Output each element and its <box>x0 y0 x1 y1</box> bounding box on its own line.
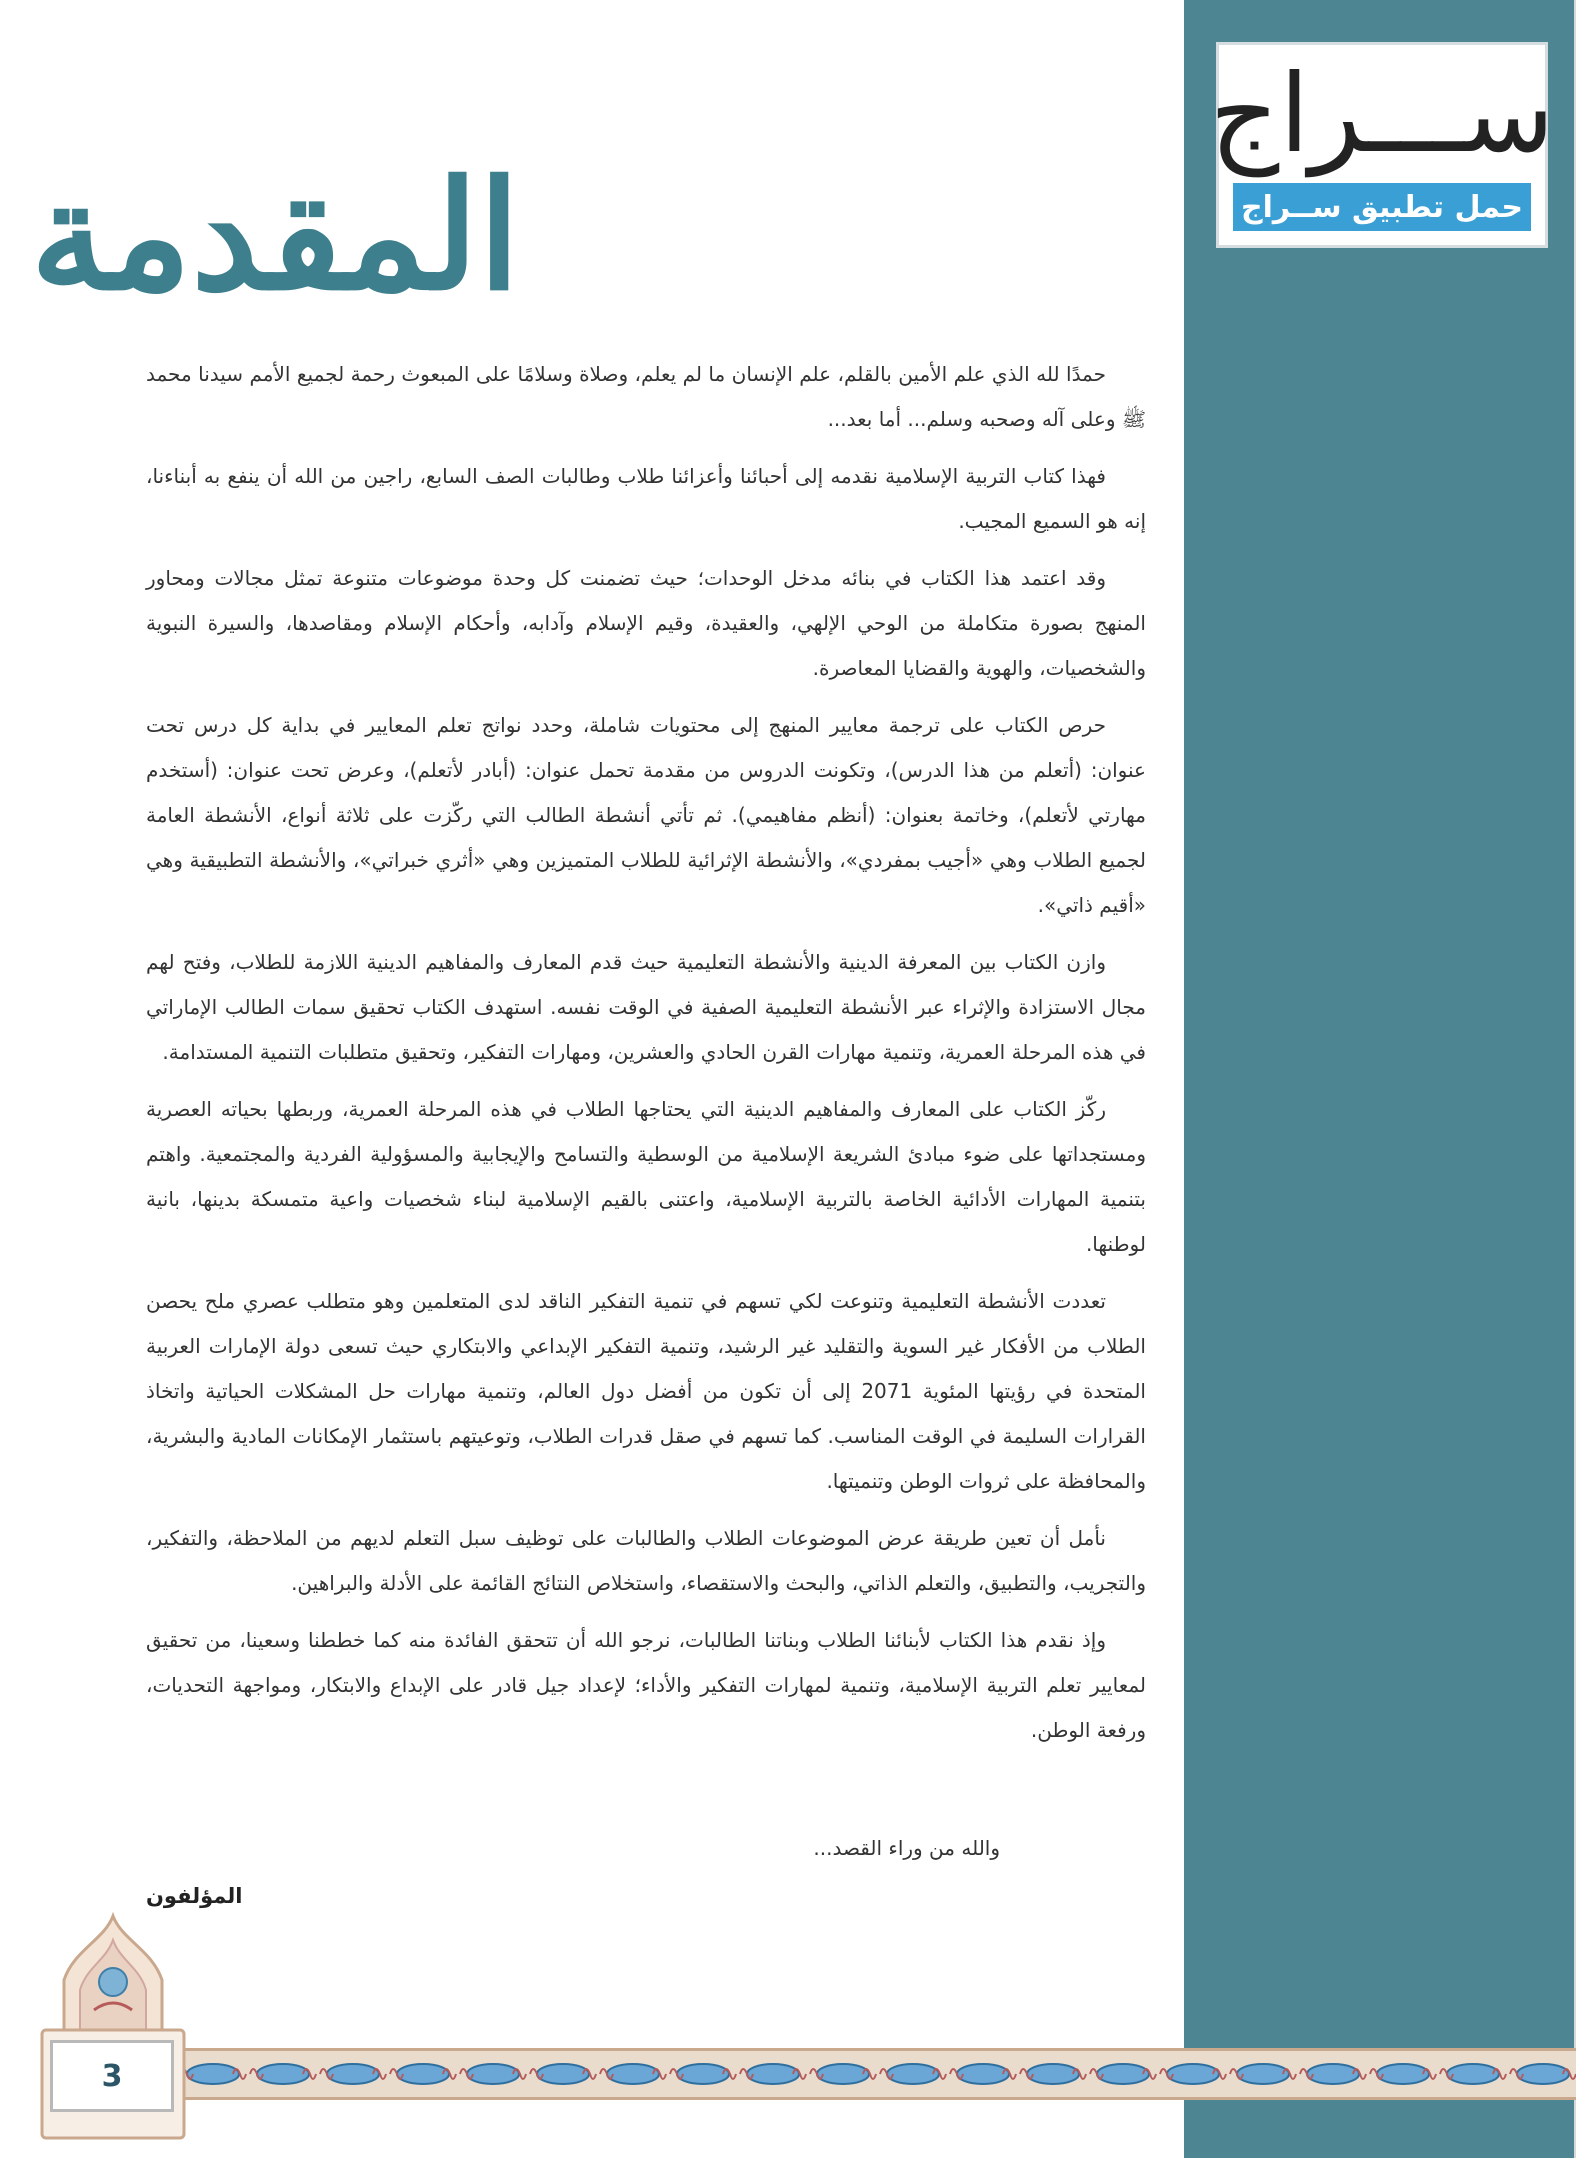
ornament-pattern <box>178 2061 1576 2087</box>
download-app-banner[interactable]: حمل تطبيق ســراج <box>1233 183 1531 231</box>
paragraph-1: حمدًا لله الذي علم الأمين بالقلم، علم الإنسان ما لم يعلم، وصلاة وسلامًا على المبعوث رحمة لجميع الأمم سيدنا محمد ﷺ وعلى آله وصحبه وسلم... أما بعد... <box>146 362 1146 431</box>
paragraph-6: ركّز الكتاب على المعارف والمفاهيم الدينية التي يحتاجها الطلاب في هذه المرحلة العمرية، وربطها بحياته العصرية ومستجداتها على ضوء مبادئ الشريعة الإسلامية من الوسطية والتسامح والإيجابية والمسؤولية الفردية والمجتمعية. واهتم بتنمية المهارات الأدائية الخاصة بالتربية الإسلامية، واعتنى بالقيم الإسلامية لبناء شخصيات واعية متمسكة بدينها، بانية لوطنها. <box>146 1097 1146 1256</box>
closing-line: والله من وراء القصد... <box>813 1836 1000 1860</box>
paragraph-7: تعددت الأنشطة التعليمية وتنوعت لكي تسهم في تنمية التفكير الناقد لدى المتعلمين وهو متطلب عصري ملح يحصن الطلاب من الأفكار غير السوية والتقليد غير الرشيد، وتنمية التفكير الإبداعي والابتكاري حيث تسعى دولة الإمارات العربية المتحدة في رؤيتها المئوية 2071 إلى أن تكون من أفضل دول العالم، وتنمية مهارات حل المشكلات الحياتية واتخاذ القرارات السليمة في الوقت المناسب. كما تسهم في صقل قدرات الطلاب، وتوعيتهم باستثمار الإمكانات المادية والبشرية، والمحافظة على ثروات الوطن وتنميتها. <box>146 1289 1146 1493</box>
page-edge <box>1574 0 1576 2158</box>
paragraph-3: وقد اعتمد هذا الكتاب في بنائه مدخل الوحدات؛ حيث تضمنت كل وحدة موضوعات متنوعة تمثل مجالات ومحاور المنهج بصورة متكاملة من الوحي الإلهي، والعقيدة، وقيم الإسلام وآدابه، وأحكام الإسلام ومقاصدها، والسيرة النبوية والشخصيات، والهوية والقضايا المعاصرة. <box>146 566 1146 680</box>
paragraph-4: حرص الكتاب على ترجمة معايير المنهج إلى محتويات شاملة، وحدد نواتج تعلم المعايير في بداية كل درس تحت عنوان: (أتعلم من هذا الدرس)، وتكونت الدروس من مقدمة تحمل عنوان: (أبادر لأتعلم)، وعرض تحت عنوان: (أستخدم مهارتي لأتعلم)، وخاتمة بعنوان: (أنظم مفاهيمي). ثم تأتي أنشطة الطالب التي ركّزت على ثلاثة أنواع، الأنشطة العامة لجميع الطلاب وهي «أجيب بمفردي»، والأنشطة الإثرائية للطلاب المتميزين وهي «أثري خبراتي»، والأنشطة التطبيقية وهي «أقيم ذاتي». <box>146 713 1146 917</box>
paragraph-5: وازن الكتاب بين المعرفة الدينية والأنشطة التعليمية حيث قدم المعارف والمفاهيم الدينية اللازمة للطلاب، وفتح لهم مجال الاستزادة والإثراء عبر الأنشطة التعليمية الصفية في الوقت نفسه. استهدف الكتاب تحقيق سمات الطالب الإماراتي في هذه المرحلة العمرية، وتنمية مهارات القرن الحادي والعشرين، ومهارات التفكير، وتحقيق متطلبات التنمية المستدامة. <box>146 950 1146 1064</box>
paragraph-2: فهذا كتاب التربية الإسلامية نقدمه إلى أحبائنا وأعزائنا طلاب وطالبات الصف السابع، راجين من الله أن ينفع به أبناءنا، إنه هو السميع المجيب. <box>146 464 1146 533</box>
paragraph-8: نأمل أن تعين طريقة عرض الموضوعات الطلاب والطالبات على توظيف سبل التعلم لديهم من الملاحظة، والتفكير، والتجريب، والتطبيق، والتعلم الذاتي، والبحث والاستقصاء، واستخلاص النتائج القائمة على الأدلة والبراهين. <box>146 1526 1146 1595</box>
intro-body <box>146 352 1146 1765</box>
teal-sidebar <box>1184 0 1574 2158</box>
siraj-logo: ســـراج <box>1209 51 1555 177</box>
page-number: 3 <box>50 2040 174 2112</box>
paragraph-9: وإذ نقدم هذا الكتاب لأبنائنا الطلاب وبناتنا الطالبات، نرجو الله أن تتحقق الفائدة منه كما خططنا وسعينا، من تحقيق لمعايير تعلم التربية الإسلامية، وتنمية لمهارات التفكير والأداء؛ لإعداد جيل قادر على الإبداع والابتكار، ومواجهة التحديات، ورفعة الوطن. <box>146 1628 1146 1742</box>
ornamental-footer-border <box>178 2048 1576 2100</box>
siraj-app-card[interactable] <box>1209 42 1555 248</box>
page-title: المقدمة <box>30 148 520 324</box>
authors-signature: المؤلفون <box>146 1884 243 1908</box>
